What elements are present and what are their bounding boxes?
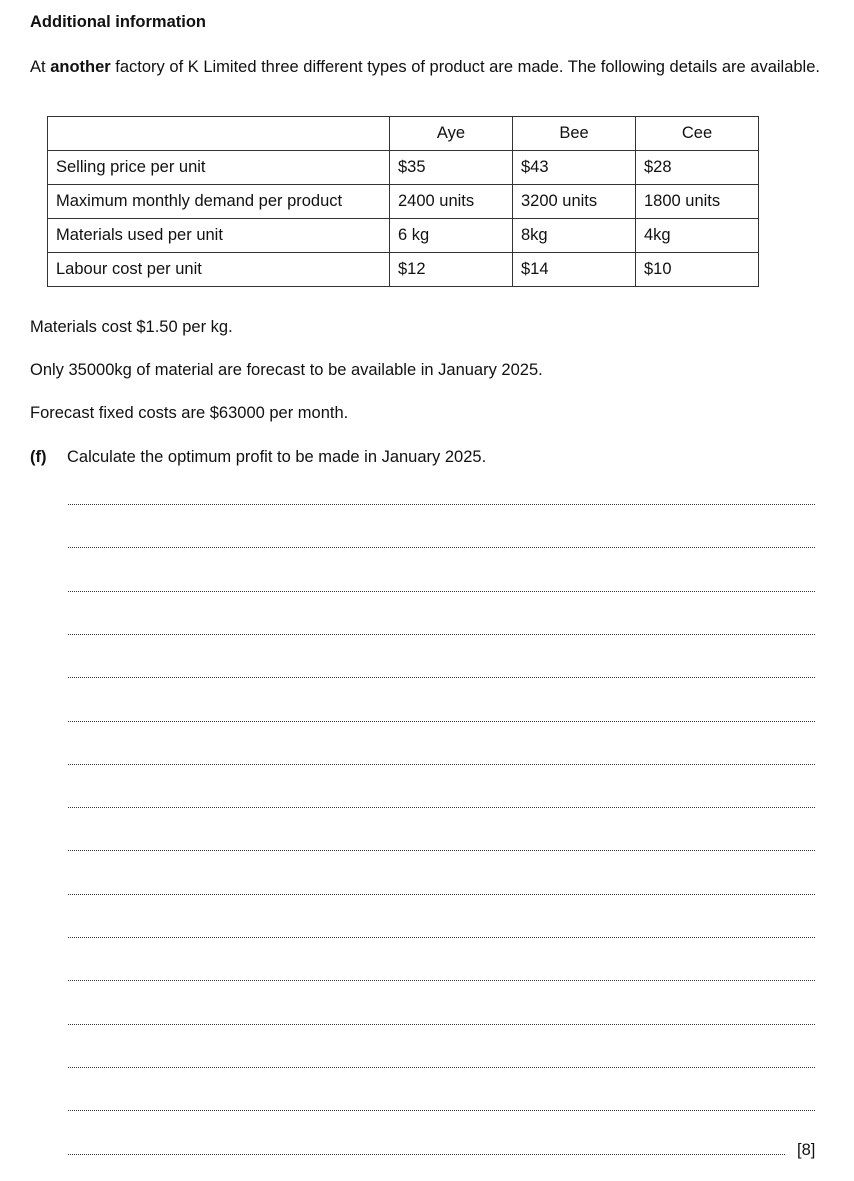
answer-line[interactable] — [68, 1110, 815, 1111]
table-cell: 1800 units — [636, 185, 759, 219]
answer-line[interactable] — [68, 980, 815, 981]
answer-line[interactable] — [68, 937, 815, 938]
answer-line[interactable] — [68, 591, 815, 592]
answer-line[interactable] — [68, 547, 815, 548]
question-label: (f) — [30, 448, 47, 466]
table-header-cell — [48, 117, 390, 151]
answer-line[interactable] — [68, 721, 815, 722]
table-cell: $43 — [513, 151, 636, 185]
table-row — [48, 151, 759, 185]
answer-line[interactable] — [68, 1154, 785, 1155]
table-cell: $14 — [513, 253, 636, 287]
table-header-cell: Aye — [390, 117, 513, 151]
answer-line[interactable] — [68, 1067, 815, 1068]
table-cell: $10 — [636, 253, 759, 287]
table-cell: 2400 units — [390, 185, 513, 219]
table-header-row — [48, 117, 759, 151]
question-text: Calculate the optimum profit to be made in January 2025. — [67, 448, 487, 466]
table-cell: $28 — [636, 151, 759, 185]
table-cell: Selling price per unit — [48, 151, 390, 185]
table-cell: 8kg — [513, 219, 636, 253]
intro-bold: another — [50, 58, 111, 76]
table-cell: $35 — [390, 151, 513, 185]
table-header-cell: Bee — [513, 117, 636, 151]
table-cell: $12 — [390, 253, 513, 287]
answer-line[interactable] — [68, 634, 815, 635]
table-cell: Labour cost per unit — [48, 253, 390, 287]
answer-line[interactable] — [68, 764, 815, 765]
section-heading: Additional information — [30, 13, 206, 31]
table-cell: Materials used per unit — [48, 219, 390, 253]
table-cell: 3200 units — [513, 185, 636, 219]
answer-line[interactable] — [68, 1024, 815, 1025]
product-details-table — [47, 116, 759, 287]
table-row — [48, 219, 759, 253]
table-header-cell: Cee — [636, 117, 759, 151]
table-cell: 4kg — [636, 219, 759, 253]
answer-line[interactable] — [68, 677, 815, 678]
table-row — [48, 185, 759, 219]
marks-label: [8] — [797, 1141, 816, 1159]
note-materials-cost: Materials cost $1.50 per kg. — [30, 318, 233, 336]
answer-line[interactable] — [68, 850, 815, 851]
intro-paragraph — [30, 57, 830, 78]
table-row — [48, 253, 759, 287]
answer-line[interactable] — [68, 894, 815, 895]
table-cell: Maximum monthly demand per product — [48, 185, 390, 219]
answer-line[interactable] — [68, 807, 815, 808]
table-cell: 6 kg — [390, 219, 513, 253]
intro-pre: At — [30, 58, 51, 76]
intro-post: factory of K Limited three different types of product are made. The following details are available. — [110, 58, 820, 76]
note-material-availability: Only 35000kg of material are forecast to be available in January 2025. — [30, 361, 543, 379]
note-fixed-costs: Forecast fixed costs are $63000 per month. — [30, 404, 349, 422]
answer-line[interactable] — [68, 504, 815, 505]
